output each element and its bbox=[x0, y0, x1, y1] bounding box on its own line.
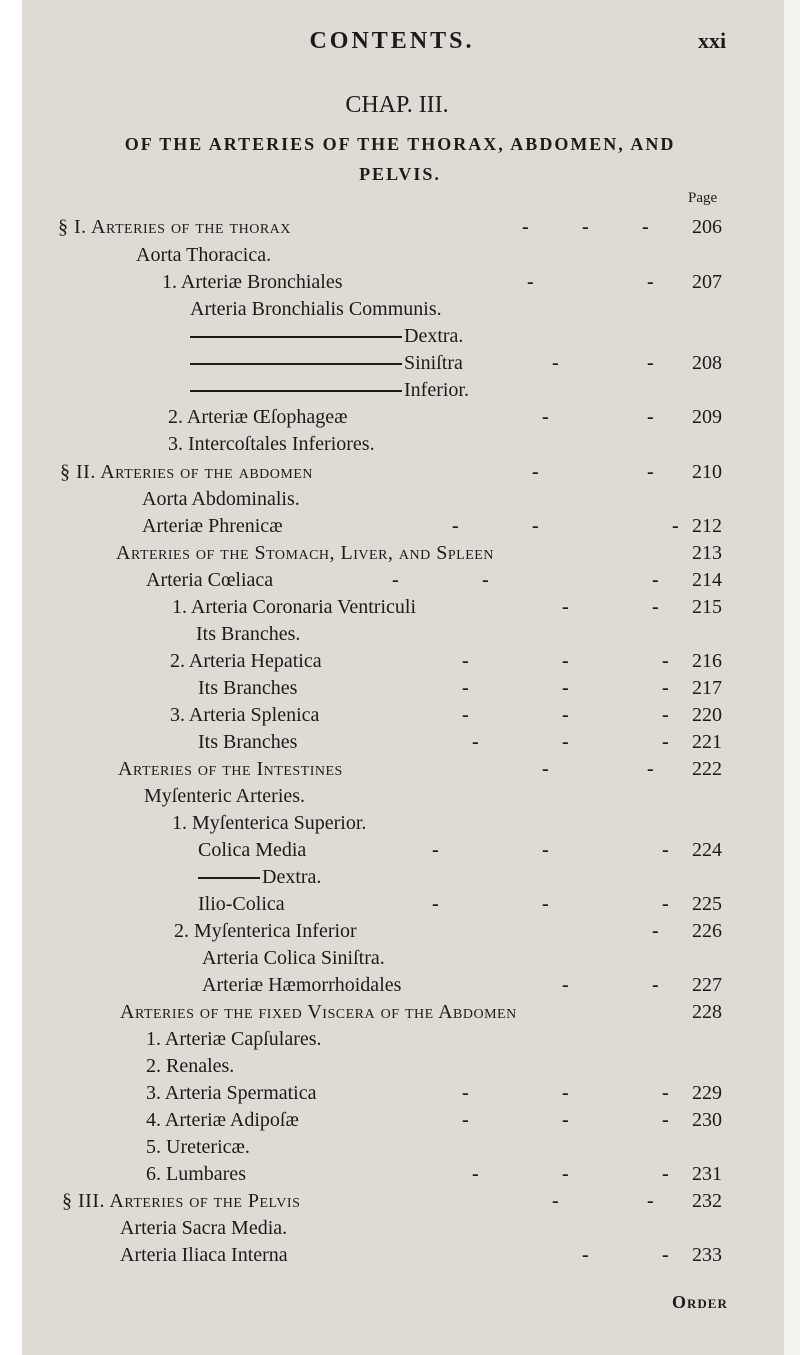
leader-dash: - bbox=[647, 406, 654, 428]
toc-entry bbox=[22, 839, 762, 865]
leader-dash: - bbox=[582, 216, 589, 238]
toc-entry-page: 212 bbox=[692, 515, 722, 537]
toc-entry bbox=[22, 920, 762, 946]
toc-entry-label: Arteries of the Intestines bbox=[118, 758, 343, 780]
toc-entry-label: Arteria Cœliaca bbox=[146, 569, 274, 591]
leader-dash: - bbox=[662, 731, 669, 753]
toc-entry-page: 229 bbox=[692, 1082, 722, 1104]
toc-entry-page: 221 bbox=[692, 731, 722, 753]
toc-entry bbox=[22, 406, 762, 432]
toc-entry bbox=[22, 244, 762, 270]
leader-dash: - bbox=[662, 1244, 669, 1266]
ditto-rule bbox=[190, 363, 402, 365]
ditto-rule bbox=[190, 390, 402, 392]
toc-entry-page: 226 bbox=[692, 920, 722, 942]
toc-entry bbox=[22, 1136, 762, 1162]
leader-dash: - bbox=[652, 920, 659, 942]
toc-entry-text bbox=[142, 488, 300, 511]
toc-entry-label: 3. Arteria Spermatica bbox=[146, 1082, 317, 1104]
toc-entry-label: Aorta Abdominalis. bbox=[142, 488, 300, 510]
leader-dash: - bbox=[672, 515, 679, 537]
leader-dash: - bbox=[522, 216, 529, 238]
toc-entry-text bbox=[202, 947, 385, 970]
toc-entry-label: 2. Arteria Hepatica bbox=[170, 650, 322, 672]
toc-entry-label: § III. Arteries of the Pelvis bbox=[62, 1190, 301, 1212]
leader-dash: - bbox=[452, 515, 459, 537]
leader-dash: - bbox=[562, 1082, 569, 1104]
toc-entry-label: Dextra. bbox=[404, 325, 464, 347]
leader-dash: - bbox=[542, 406, 549, 428]
leader-dash: - bbox=[562, 1163, 569, 1185]
toc-entry-label: Arteria Iliaca Interna bbox=[120, 1244, 288, 1266]
leader-dash: - bbox=[527, 271, 534, 293]
leader-dash: - bbox=[647, 1190, 654, 1212]
toc-entry-text bbox=[162, 271, 343, 294]
leader-dash: - bbox=[552, 1190, 559, 1212]
leader-dash: - bbox=[562, 974, 569, 996]
toc-entry-label: 1. Myſenterica Superior. bbox=[172, 812, 367, 834]
leader-dash: - bbox=[392, 569, 399, 591]
leader-dash: - bbox=[662, 1082, 669, 1104]
leader-dash: - bbox=[472, 1163, 479, 1185]
toc-entry-label: 2. Arteriæ Œſophageæ bbox=[168, 406, 348, 428]
toc-entry-page: 222 bbox=[692, 758, 722, 780]
toc-entry-label: 6. Lumbares bbox=[146, 1163, 246, 1185]
toc-entry bbox=[22, 866, 762, 892]
leader-dash: - bbox=[532, 461, 539, 483]
leader-dash: - bbox=[562, 731, 569, 753]
toc-entry-page: 228 bbox=[692, 1001, 722, 1023]
toc-entry-text bbox=[142, 515, 283, 538]
leader-dash: - bbox=[482, 569, 489, 591]
book-page bbox=[22, 0, 784, 1355]
toc-entry bbox=[22, 1217, 762, 1243]
toc-entry-label: 4. Arteriæ Adipoſæ bbox=[146, 1109, 299, 1131]
page-number: xxi bbox=[698, 28, 727, 53]
toc-entry-text bbox=[146, 1163, 246, 1186]
toc-entry-text bbox=[174, 920, 357, 943]
leader-dash: - bbox=[462, 704, 469, 726]
leader-dash: - bbox=[652, 974, 659, 996]
toc-entry-text bbox=[202, 974, 401, 997]
chapter-subtitle-line2: PELVIS. bbox=[359, 164, 441, 184]
toc-entry-label: Its Branches. bbox=[196, 623, 301, 645]
toc-entry-page: 209 bbox=[692, 406, 722, 428]
toc-entry bbox=[22, 216, 762, 242]
toc-entry-label: § II. Arteries of the abdomen bbox=[60, 461, 313, 483]
leader-dash: - bbox=[652, 569, 659, 591]
toc-entry-text bbox=[120, 1217, 287, 1240]
toc-entry-label: Myſenteric Arteries. bbox=[144, 785, 306, 807]
leader-dash: - bbox=[662, 1109, 669, 1131]
leader-dash: - bbox=[462, 650, 469, 672]
toc-entry-text bbox=[198, 866, 321, 889]
toc-entry-text bbox=[116, 542, 494, 565]
toc-entry-text bbox=[120, 1244, 288, 1267]
toc-entry-text bbox=[198, 677, 297, 700]
toc-entry-page: 206 bbox=[692, 216, 722, 238]
toc-entry-page: 216 bbox=[692, 650, 722, 672]
toc-entry-text bbox=[146, 1055, 234, 1078]
toc-entry-label: 2. Myſenterica Inferior bbox=[174, 920, 357, 942]
toc-entry bbox=[22, 1055, 762, 1081]
toc-entry-text bbox=[190, 379, 469, 402]
toc-entry-label: Inferior. bbox=[404, 379, 469, 401]
toc-entry bbox=[22, 379, 762, 405]
toc-entry-label: Arteria Colica Siniſtra. bbox=[202, 947, 385, 969]
leader-dash: - bbox=[542, 839, 549, 861]
toc-entry-text bbox=[146, 1109, 299, 1132]
toc-entry-page: 213 bbox=[692, 542, 722, 564]
toc-entry-label: § I. Arteries of the thorax bbox=[58, 216, 291, 238]
leader-dash: - bbox=[562, 704, 569, 726]
toc-entry-text bbox=[58, 216, 291, 239]
toc-entry-label: Its Branches bbox=[198, 731, 298, 753]
toc-entry-label: Arteria Bronchialis Communis. bbox=[190, 298, 442, 320]
toc-entry bbox=[22, 352, 762, 378]
leader-dash: - bbox=[562, 1109, 569, 1131]
toc-entry-text bbox=[62, 1190, 300, 1213]
leader-dash: - bbox=[662, 1163, 669, 1185]
toc-entry-text bbox=[196, 623, 300, 646]
toc-entry-page: 217 bbox=[692, 677, 722, 699]
toc-entry bbox=[22, 488, 762, 514]
toc-entry bbox=[22, 596, 762, 622]
toc-entry-label: Its Branches bbox=[198, 677, 298, 699]
leader-dash: - bbox=[542, 758, 549, 780]
toc-entry bbox=[22, 298, 762, 324]
toc-entry-page: 210 bbox=[692, 461, 722, 483]
leader-dash: - bbox=[462, 677, 469, 699]
toc-entry bbox=[22, 677, 762, 703]
toc-entry-label: Siniſtra bbox=[404, 352, 463, 374]
toc-entry-page: 207 bbox=[692, 271, 722, 293]
toc-entry-page: 232 bbox=[692, 1190, 722, 1212]
toc-entry-text bbox=[146, 1082, 317, 1105]
toc-entry-text bbox=[198, 893, 285, 916]
toc-entry-page: 208 bbox=[692, 352, 722, 374]
toc-entry-page: 225 bbox=[692, 893, 722, 915]
leader-dash: - bbox=[662, 893, 669, 915]
ditto-rule bbox=[198, 877, 260, 879]
toc-entry-label: 3. Intercoſtales Inferiores. bbox=[168, 433, 375, 455]
leader-dash: - bbox=[662, 650, 669, 672]
toc-entry-text bbox=[168, 433, 375, 456]
toc-entry bbox=[22, 271, 762, 297]
toc-entry-label: Ilio-Colica bbox=[198, 893, 285, 915]
leader-dash: - bbox=[662, 839, 669, 861]
leader-dash: - bbox=[462, 1109, 469, 1131]
leader-dash: - bbox=[647, 271, 654, 293]
toc-entry-label: Arteriæ Hæmorrhoidales bbox=[202, 974, 402, 996]
toc-entry-page: 214 bbox=[692, 569, 722, 591]
toc-entry-text bbox=[136, 244, 271, 267]
toc-entry bbox=[22, 1082, 762, 1108]
toc-entry-label: Arteriæ Phrenicæ bbox=[142, 515, 283, 537]
toc-entry bbox=[22, 974, 762, 1000]
leader-dash: - bbox=[662, 677, 669, 699]
toc-entry-label: 1. Arteriæ Capſulares. bbox=[146, 1028, 322, 1050]
toc-entry-text bbox=[198, 731, 297, 754]
toc-entry-text bbox=[172, 596, 416, 619]
toc-entry bbox=[22, 623, 762, 649]
toc-entry-page: 233 bbox=[692, 1244, 722, 1266]
toc-entry bbox=[22, 812, 762, 838]
toc-entry bbox=[22, 433, 762, 459]
toc-entry-text bbox=[146, 1028, 322, 1051]
toc-entry-text bbox=[60, 461, 313, 484]
toc-entry-text bbox=[118, 758, 343, 781]
toc-entry bbox=[22, 1028, 762, 1054]
leader-dash: - bbox=[647, 758, 654, 780]
toc-entry-page: 215 bbox=[692, 596, 722, 618]
toc-entry-label: 5. Uretericæ. bbox=[146, 1136, 250, 1158]
toc-entry-text bbox=[146, 1136, 250, 1159]
toc-entry-text bbox=[198, 839, 306, 862]
leader-dash: - bbox=[652, 596, 659, 618]
toc-entry-label: Dextra. bbox=[262, 866, 322, 888]
toc-entry-label: 2. Renales. bbox=[146, 1055, 235, 1077]
toc-entry-label: Colica Media bbox=[198, 839, 307, 861]
toc-entry-label: Aorta Thoracica. bbox=[136, 244, 272, 266]
leader-dash: - bbox=[647, 352, 654, 374]
toc-entry bbox=[22, 1244, 762, 1270]
toc-entry-label: Arteria Sacra Media. bbox=[120, 1217, 288, 1239]
leader-dash: - bbox=[552, 352, 559, 374]
leader-dash: - bbox=[562, 596, 569, 618]
running-title: CONTENTS. bbox=[309, 28, 475, 54]
leader-dash: - bbox=[462, 1082, 469, 1104]
leader-dash: - bbox=[472, 731, 479, 753]
toc-entry bbox=[22, 515, 762, 541]
toc-entry bbox=[22, 704, 762, 730]
leader-dash: - bbox=[432, 893, 439, 915]
toc-entry-label: Arteries of the Stomach, Liver, and Spleen bbox=[116, 542, 494, 564]
toc-entry bbox=[22, 758, 762, 784]
toc-entry-label: 1. Arteriæ Bronchiales bbox=[162, 271, 343, 293]
leader-dash: - bbox=[562, 677, 569, 699]
toc-entry-text bbox=[168, 406, 347, 429]
ditto-rule bbox=[190, 336, 402, 338]
leader-dash: - bbox=[582, 1244, 589, 1266]
leader-dash: - bbox=[662, 704, 669, 726]
page-column-label: Page bbox=[688, 190, 718, 206]
toc-entry-page: 220 bbox=[692, 704, 722, 726]
chapter-subtitle-line1: OF THE ARTERIES OF THE THORAX, ABDOMEN, AND bbox=[124, 134, 676, 154]
toc-entry bbox=[22, 947, 762, 973]
toc-entry-text bbox=[144, 785, 305, 808]
toc-entry bbox=[22, 650, 762, 676]
toc-entry-text bbox=[190, 298, 442, 321]
toc-entry bbox=[22, 325, 762, 351]
toc-entry-page: 227 bbox=[692, 974, 722, 996]
toc-entry-label: Arteries of the fixed Viscera of the Abdomen bbox=[120, 1001, 517, 1023]
catchword: Order bbox=[672, 1292, 728, 1312]
toc-entry-text bbox=[190, 352, 463, 375]
toc-entry-text bbox=[120, 1001, 517, 1024]
toc-entry bbox=[22, 1109, 762, 1135]
toc-entry bbox=[22, 569, 762, 595]
chapter-title: CHAP. III. bbox=[345, 92, 449, 118]
toc-entry bbox=[22, 542, 762, 568]
toc-entry-page: 230 bbox=[692, 1109, 722, 1131]
leader-dash: - bbox=[542, 893, 549, 915]
toc-entry-page: 231 bbox=[692, 1163, 722, 1185]
toc-entry-label: 3. Arteria Splenica bbox=[170, 704, 320, 726]
leader-dash: - bbox=[642, 216, 649, 238]
toc-entry bbox=[22, 1001, 762, 1027]
toc-entry-label: 1. Arteria Coronaria Ventriculi bbox=[172, 596, 417, 618]
leader-dash: - bbox=[647, 461, 654, 483]
leader-dash: - bbox=[562, 650, 569, 672]
leader-dash: - bbox=[432, 839, 439, 861]
toc-entry bbox=[22, 461, 762, 487]
toc-entry-text bbox=[146, 569, 273, 592]
toc-entry-text bbox=[170, 704, 319, 727]
toc-entry bbox=[22, 893, 762, 919]
toc-entry bbox=[22, 1163, 762, 1189]
toc-entry-text bbox=[190, 325, 463, 348]
toc-entry-text bbox=[170, 650, 322, 673]
toc-entry bbox=[22, 1190, 762, 1216]
leader-dash: - bbox=[532, 515, 539, 537]
toc-entry-page: 224 bbox=[692, 839, 722, 861]
toc-entry-text bbox=[172, 812, 366, 835]
toc-entry bbox=[22, 785, 762, 811]
toc-entry bbox=[22, 731, 762, 757]
